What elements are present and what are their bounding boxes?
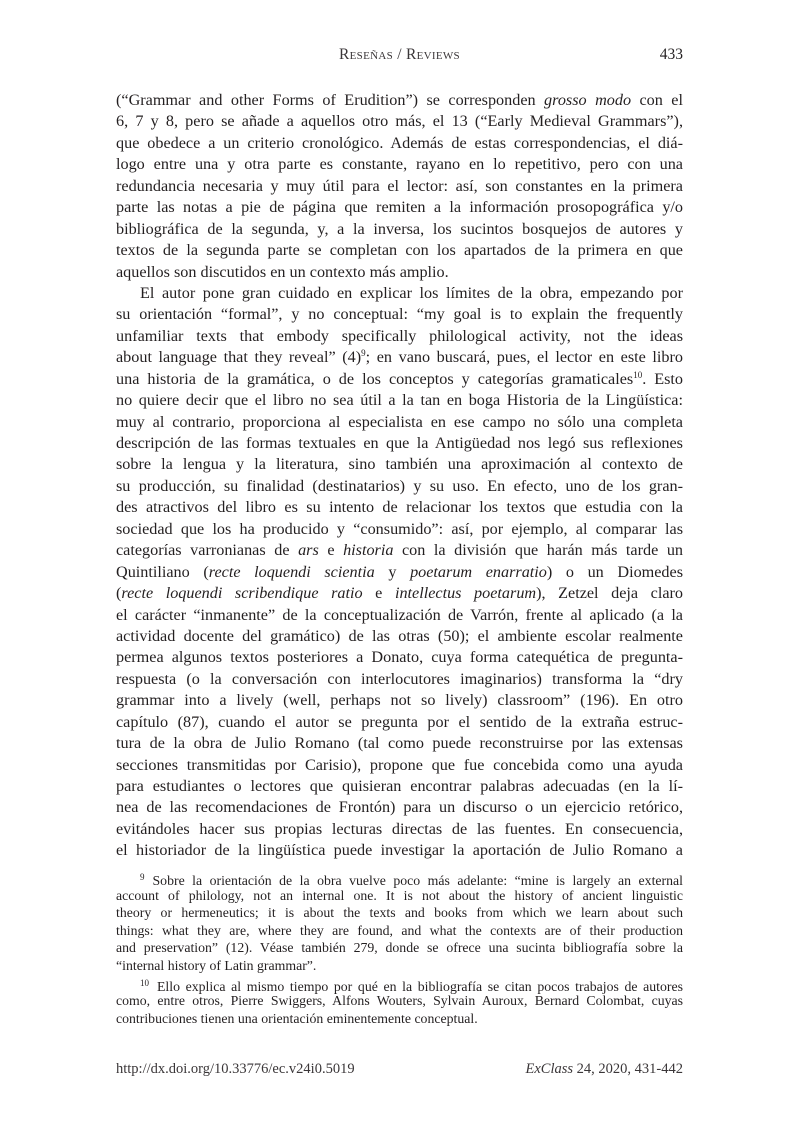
journal-name: ExClass (525, 1061, 574, 1077)
running-head: Reseñas / Reviews (339, 46, 460, 63)
footnote-line: contribuciones tienen una orientación eminentemente conceptual. (116, 1010, 478, 1026)
text-line: que obedece a un criterio cronológico. Además de estas correspondencias, el diá- (116, 133, 683, 152)
text-line: unfamiliar texts that embody specifically philological activity, not the ideas (116, 326, 683, 345)
footnote-line: $^{10}$ Ello explica al mismo tiempo por qué en la bibliografía se citan pocos trabajos de autores (140, 977, 683, 994)
text-line: (“Grammar and other Forms of Erudition”) se corresponden grosso modo con el (116, 91, 683, 109)
text-line: Quintiliano (recte loquendi scientia y poetarum enarratio) o un Diomedes (116, 562, 684, 581)
text-line: des atractivos del libro es su intento de relacionar los textos que estudia con la (116, 498, 683, 517)
text-line: no quiere decir que el libro no sea útil a la tan en boga Historia de la Lingüística: (116, 391, 683, 410)
text-line: aquellos son discutidos en un contexto más amplio. (116, 262, 449, 281)
text-line: 6, 7 y 8, pero se añade a aquellos otro más, el 13 (“Early Medieval Grammars”), (116, 112, 683, 131)
italic-term: grosso modo (544, 91, 632, 109)
main-text (116, 90, 683, 862)
italic-term: poetarum enarratio (410, 562, 547, 581)
italic-term: ars (298, 541, 319, 560)
footnote-line: theory or hermeneutics; it is about the texts and books from which we learn about such (116, 905, 683, 921)
doi-link[interactable]: http://dx.doi.org/10.33776/ec.v24i0.5019 (116, 1061, 355, 1077)
page-number: 433 (659, 46, 683, 63)
text-line: secciones transmitidas por Carisio), propone que fue concebida como una ayuda (116, 755, 683, 774)
page-footer (116, 1061, 683, 1081)
text-line: textos de la segunda parte se completan con los apartados de la primera en que (116, 241, 683, 260)
footnote-line: $^9$ Sobre la orientación de la obra vuelve poco más adelante: “mine is largely an external (140, 872, 683, 888)
text-line: respuesta (o la conversación con interlocutores imaginarios) transforma la “dry (116, 669, 683, 688)
citation-details: 24, 2020, 431-442 (573, 1061, 683, 1077)
text-line: el carácter “inmanente” de la conceptualización de Varrón, frente al aplicado (a la (116, 605, 683, 624)
text-line: nea de las recomendaciones de Frontón) para un discurso o un ejercicio retórico, (116, 798, 683, 817)
italic-term: intellectus poetarum (394, 584, 537, 603)
text-line: El autor pone gran cuidado en explicar los límites de la obra, empezando por (140, 283, 683, 302)
italic-term: historia (343, 541, 394, 560)
page-header (116, 46, 683, 68)
footnote-number: 9 (140, 872, 145, 882)
text-line: una historia de la gramática, o de los conceptos y categorías gramaticales$^{10}$. Esto (116, 369, 684, 388)
text-line: redundancia necesaria y muy útil para el lector: así, son constantes en la primera (116, 176, 683, 195)
footnote-line: and preservation” (12). Véase también 279, donde se ofrece una sucinta bibliografía sobre la (116, 940, 683, 956)
journal-citation (526, 1061, 684, 1078)
footnote-line: things: what they are, where they are found, and what the contexts are of their production (116, 922, 683, 938)
text-line: categorías varronianas de ars e historia con la división que harán más tarde un (116, 541, 684, 560)
text-line: su orientación “formal”, y no conceptual: “my goal is to explain the frequently (116, 305, 683, 324)
footnote-ref[interactable]: 9 (361, 348, 366, 359)
text-line: permea algunos textos posteriores a Donato, cuya forma catequética de pregunta- (116, 648, 683, 667)
text-line: para estudiantes o lectores que quisieran encontrar palabras adecuadas (en la lí- (116, 777, 683, 795)
text-line: tura de la obra de Julio Romano (tal como puede reconstruirse por las extensas (116, 734, 683, 753)
footnote-line: como, entre otros, Pierre Swiggers, Alfons Wouters, Sylvain Auroux, Bernard Colombat, cuyas (116, 993, 683, 1009)
italic-term: recte loquendi scientia (208, 562, 375, 581)
footnotes (116, 869, 683, 1027)
text-line: bibliográfica de la segunda, y, a la inversa, los sucintos bosquejos de autores y (116, 219, 683, 238)
text-line: el historiador de la lingüística puede investigar la aportación de Julio Romano a (116, 841, 683, 860)
text-line: capítulo (87), cuando el autor se pregunta por el sentido de la extraña estruc- (116, 712, 683, 731)
text-line: about language that they reveal” $(4)^9$; en vano buscará, pues, el lector en este libro (116, 348, 683, 367)
text-line: sociedad que los ha producido y “consumido”: así, por ejemplo, al comparar las (116, 519, 683, 538)
text-line: logo entre una y otra parte es constante, rayano en lo repetitivo, pero con una (116, 155, 683, 174)
text-line: sobre la lengua y la literatura, sino también una aproximación al contexto de (116, 455, 683, 474)
text-line: evitándoles hacer sus propias lecturas directas de las fuentes. En consecuencia, (116, 819, 683, 838)
text-line: actividad docente del gramático) de las otras (50); el ambiente escolar realmente (116, 626, 683, 645)
footnote-ref[interactable]: 10 (633, 369, 643, 380)
footnote-number: 10 (140, 977, 149, 988)
text-line: parte las notas a pie de página que remiten a la información prosopográfica y/o (116, 198, 683, 217)
text-line: (recte loquendi scribendique ratio e intellectus poetarum), Zetzel deja claro (116, 584, 684, 603)
italic-term: recte loquendi scribendique ratio (121, 584, 363, 603)
text-line: muy al contrario, proporciona al especialista en ese campo no sólo una completa (116, 412, 683, 431)
text-line: descripción de las formas textuales en que la Antigüedad nos legó sus reflexiones (116, 434, 683, 452)
text-line: su producción, su finalidad (destinatarios) y su uso. En efecto, uno de los gran- (116, 476, 683, 495)
footnote-line: “internal history of Latin grammar”. (116, 957, 317, 973)
text-line: grammar into a lively (well, perhaps not so lively) classroom” (196). En otro (116, 691, 683, 710)
footnote-line: account of philology, not an internal one. It is not about the history of ancient linguistic (116, 887, 683, 903)
